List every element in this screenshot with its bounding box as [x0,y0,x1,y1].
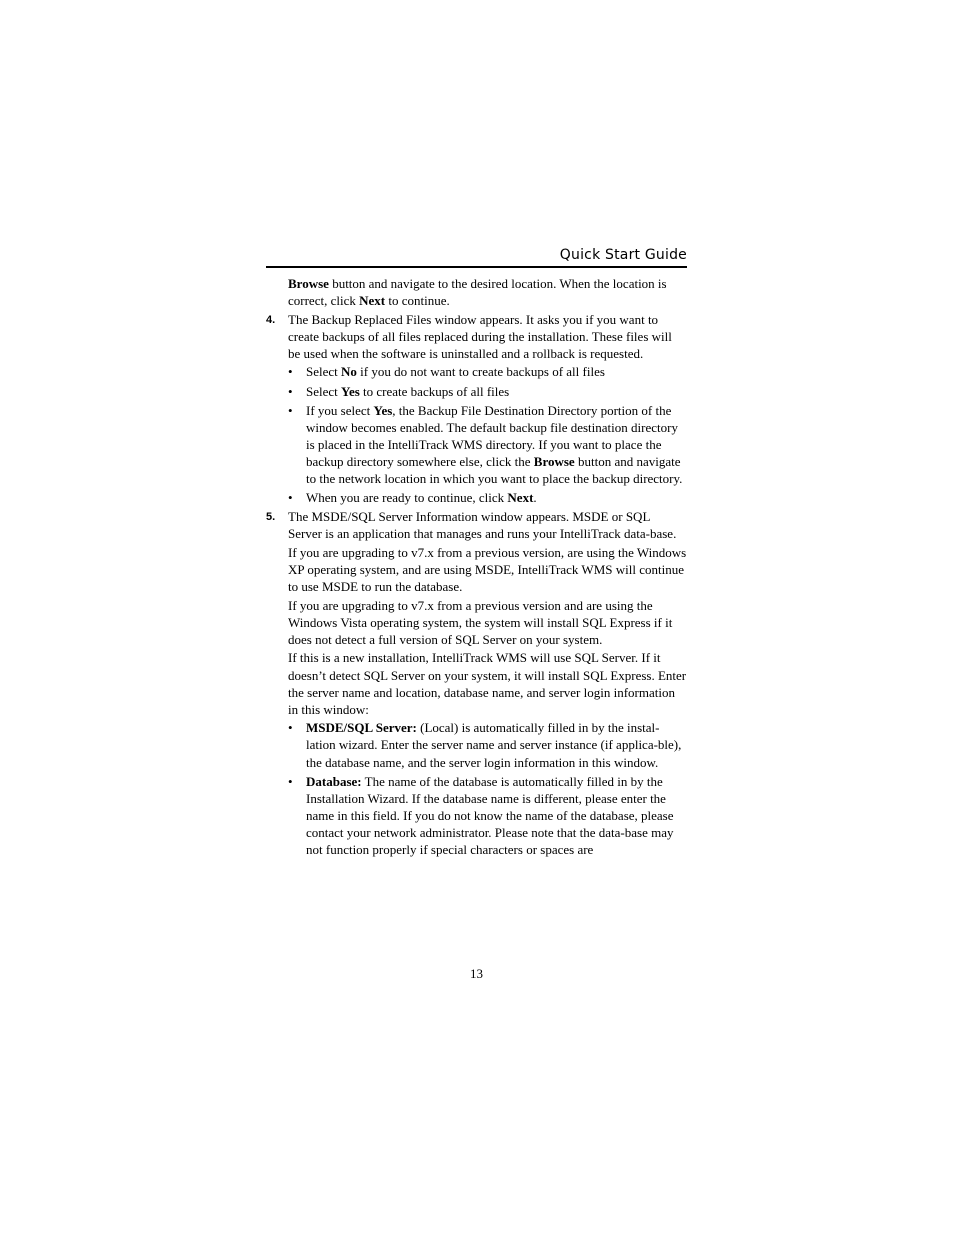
intro-text: button and navigate to the desired location. When the location is correct, click [288,276,667,309]
bullet-icon: • [288,364,293,380]
bullet-item [288,719,687,770]
bullet-text: If you select [306,402,374,418]
intro-paragraph [288,275,687,309]
bullet-text: button and navigate to the network location in which you want to place the backup directory. [306,453,683,487]
paragraph: If you are upgrading to v7.x from a previous version, are using the Windows XP operating system, and are using MSDE, IntelliTrack WMS will continue to use MSDE to run the database. [288,544,687,595]
bullet-text: (Local) is automatically filled in by the instal-lation wizard. Enter the server name and server instance (if applica-ble), the database name, and the server login information in this window. [306,720,682,770]
browse-term: Browse [288,276,329,291]
step-number: 5. [266,511,276,524]
bullet-text: When you are ready to continue, click [306,490,508,506]
bullet-item [288,489,687,506]
bold-term: Yes [373,402,393,418]
bullet-item [288,383,687,400]
bullet-text: . [533,490,537,506]
bold-term: Yes [341,383,360,399]
bullet-item [288,773,687,858]
step-5 [266,508,687,542]
paragraph: If you are upgrading to v7.x from a previous version and are using the Windows Vista operating system, the system will install SQL Express if it does not detect a full version of SQL Server on your system. [288,597,673,647]
step-text: The Backup Replaced Files window appears. It asks you if you want to create backups of all files replaced during the installation. These files will be used when the software is uninstalled and a rollback is requested. [288,311,672,361]
page-body [266,275,687,860]
bullet-icon: • [288,383,293,399]
running-header: Quick Start Guide [559,247,687,263]
bullet-text: , the Backup File Destination Directory portion of the window becomes enabled. The default backup file destination directory is placed in the IntelliTrack WMS directory. If you want to place the backup directory somewhere else, click the [306,402,678,469]
bullet-icon: • [288,720,293,736]
bold-term: No [341,364,357,380]
bullet-icon: • [288,773,293,789]
bold-term: MSDE/SQL Server: [306,720,417,736]
step-number: 4. [266,313,276,326]
bold-term: Browse [533,453,575,469]
paragraph: If this is a new installation, IntelliTrack WMS will use SQL Server. If it doesn’t detect SQL Server on your system, it will install SQL Express. Enter the server name and location, database name, and server login information in this window: [288,650,687,717]
bullet-text: if you do not want to create backups of all files [356,364,605,380]
intro-text-end: to continue. [385,293,450,309]
bullet-text: to create backups of all files [359,383,510,399]
bullet-item [288,363,687,380]
bullet-item [288,402,687,487]
bullet-text: Select [306,364,342,380]
bold-term: Database: [306,773,362,789]
bullet-text: Select [306,383,342,399]
next-term: Next [359,293,386,309]
bullet-text: The name of the database is automatically filled in by the Installation Wizard. If the database name is different, please enter the name in this field. If you do not know the name of the database, please contact your network administrator. Please note that the data-base may not function properly if special characters or spaces are [306,773,674,857]
step-4 [266,311,687,362]
bullet-icon: • [288,490,293,506]
bullet-icon: • [288,402,293,418]
page-number: 13 [470,966,483,981]
bold-term: Next [507,490,534,506]
header-rule [266,266,687,268]
step-text: The MSDE/SQL Server Information window appears. MSDE or SQL Server is an application that manages and runs your IntelliTrack data-base. [288,509,677,542]
